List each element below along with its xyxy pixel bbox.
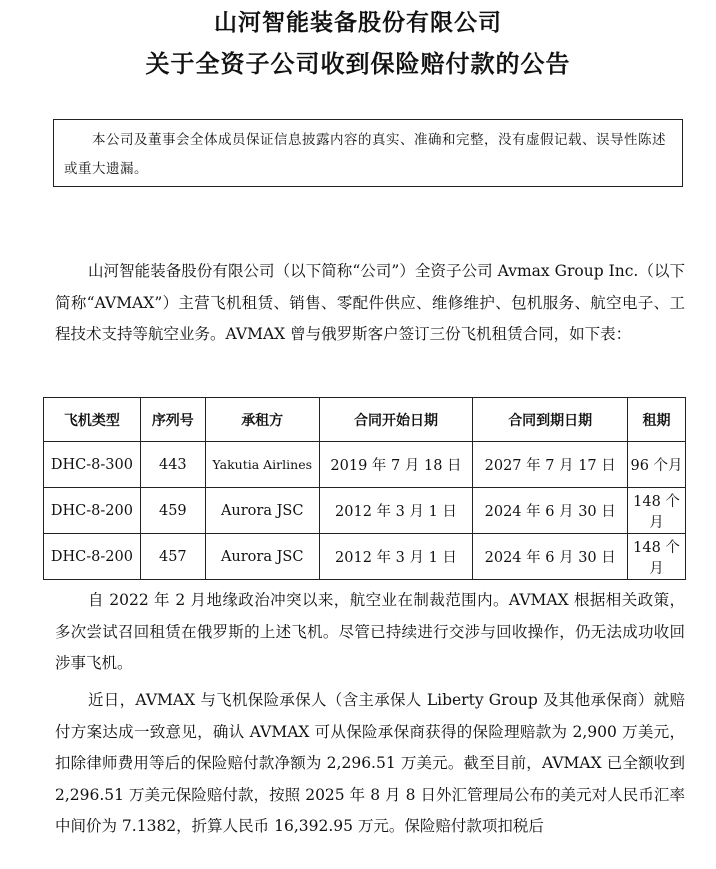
- aircraft-type-cell: DHC-8-300: [44, 442, 141, 488]
- aircraft-type-cell: DHC-8-200: [44, 488, 141, 534]
- company-name: 山河智能装备股份有限公司: [214, 9, 502, 36]
- table-row: [44, 534, 686, 580]
- header-serial-number: 序列号: [140, 398, 205, 442]
- lessee-cell: Yakutia Airlines: [205, 442, 319, 488]
- table-row: [44, 488, 686, 534]
- lessee-cell: Aurora JSC: [205, 534, 319, 580]
- header-lease-term: 租期: [628, 398, 686, 442]
- start-date-cell: 2012 年 3 月 1 日: [319, 488, 473, 534]
- end-date-cell: 2027 年 7 月 17 日: [473, 442, 628, 488]
- serial-number-cell: 459: [140, 488, 205, 534]
- aircraft-type-cell: DHC-8-200: [44, 534, 141, 580]
- header-aircraft-type: 飞机类型: [44, 398, 141, 442]
- lease-term-cell: 96 个月: [628, 442, 686, 488]
- header-end-date: 合同到期日期: [473, 398, 628, 442]
- table-row: [44, 442, 686, 488]
- end-date-cell: 2024 年 6 月 30 日: [473, 488, 628, 534]
- end-date-cell: 2024 年 6 月 30 日: [473, 534, 628, 580]
- insurance-paragraph: 近日，AVMAX 与飞机保险承保人（含主承保人 Liberty Group 及其他承保商）就赔付方案达成一致意见，确认 AVMAX 可从保险承保商获得的保险理赔款为 2,900 万美元，扣除律师费用等后的保险赔付款净额为 2,296.51 万美元。截至目前，AVMAX 已全额收到 2,296.51 万美元保险赔付款，按照 2025 年 8 月 8 日外汇管理局公布的美元对人民币汇率中间价为 7.1382，折算人民币 16,392.95 万元。保险赔付款项扣税后: [55, 691, 685, 835]
- lease-term-cell: 148 个月: [628, 534, 686, 580]
- table-header-row: [44, 398, 686, 442]
- header-lessee: 承租方: [205, 398, 319, 442]
- lease-contract-table: [43, 397, 686, 580]
- serial-number-cell: 457: [140, 534, 205, 580]
- lease-term-cell: 148 个月: [628, 488, 686, 534]
- intro-paragraph: 山河智能装备股份有限公司（以下简称“公司”）全资子公司 Avmax Group Inc.（以下简称“AVMAX”）主营飞机租赁、销售、零配件供应、维修维护、包机服务、航空电子、工程技术支持等航空业务。AVMAX 曾与俄罗斯客户签订三份飞机租赁合同，如下表：: [55, 262, 685, 343]
- announcement-title: 关于全资子公司收到保险赔付款的公告: [145, 49, 571, 78]
- start-date-cell: 2019 年 7 月 18 日: [319, 442, 473, 488]
- start-date-cell: 2012 年 3 月 1 日: [319, 534, 473, 580]
- sanctions-paragraph: 自 2022 年 2 月地缘政治冲突以来，航空业在制裁范围内。AVMAX 根据相关政策，多次尝试召回租赁在俄罗斯的上述飞机。尽管已持续进行交涉与回收操作，仍无法成功收回涉事飞机。: [55, 591, 685, 672]
- disclaimer-box: 本公司及董事会全体成员保证信息披露内容的真实、准确和完整，没有虚假记载、误导性陈述或重大遗漏。: [53, 119, 683, 187]
- serial-number-cell: 443: [140, 442, 205, 488]
- lessee-cell: Aurora JSC: [205, 488, 319, 534]
- header-start-date: 合同开始日期: [319, 398, 473, 442]
